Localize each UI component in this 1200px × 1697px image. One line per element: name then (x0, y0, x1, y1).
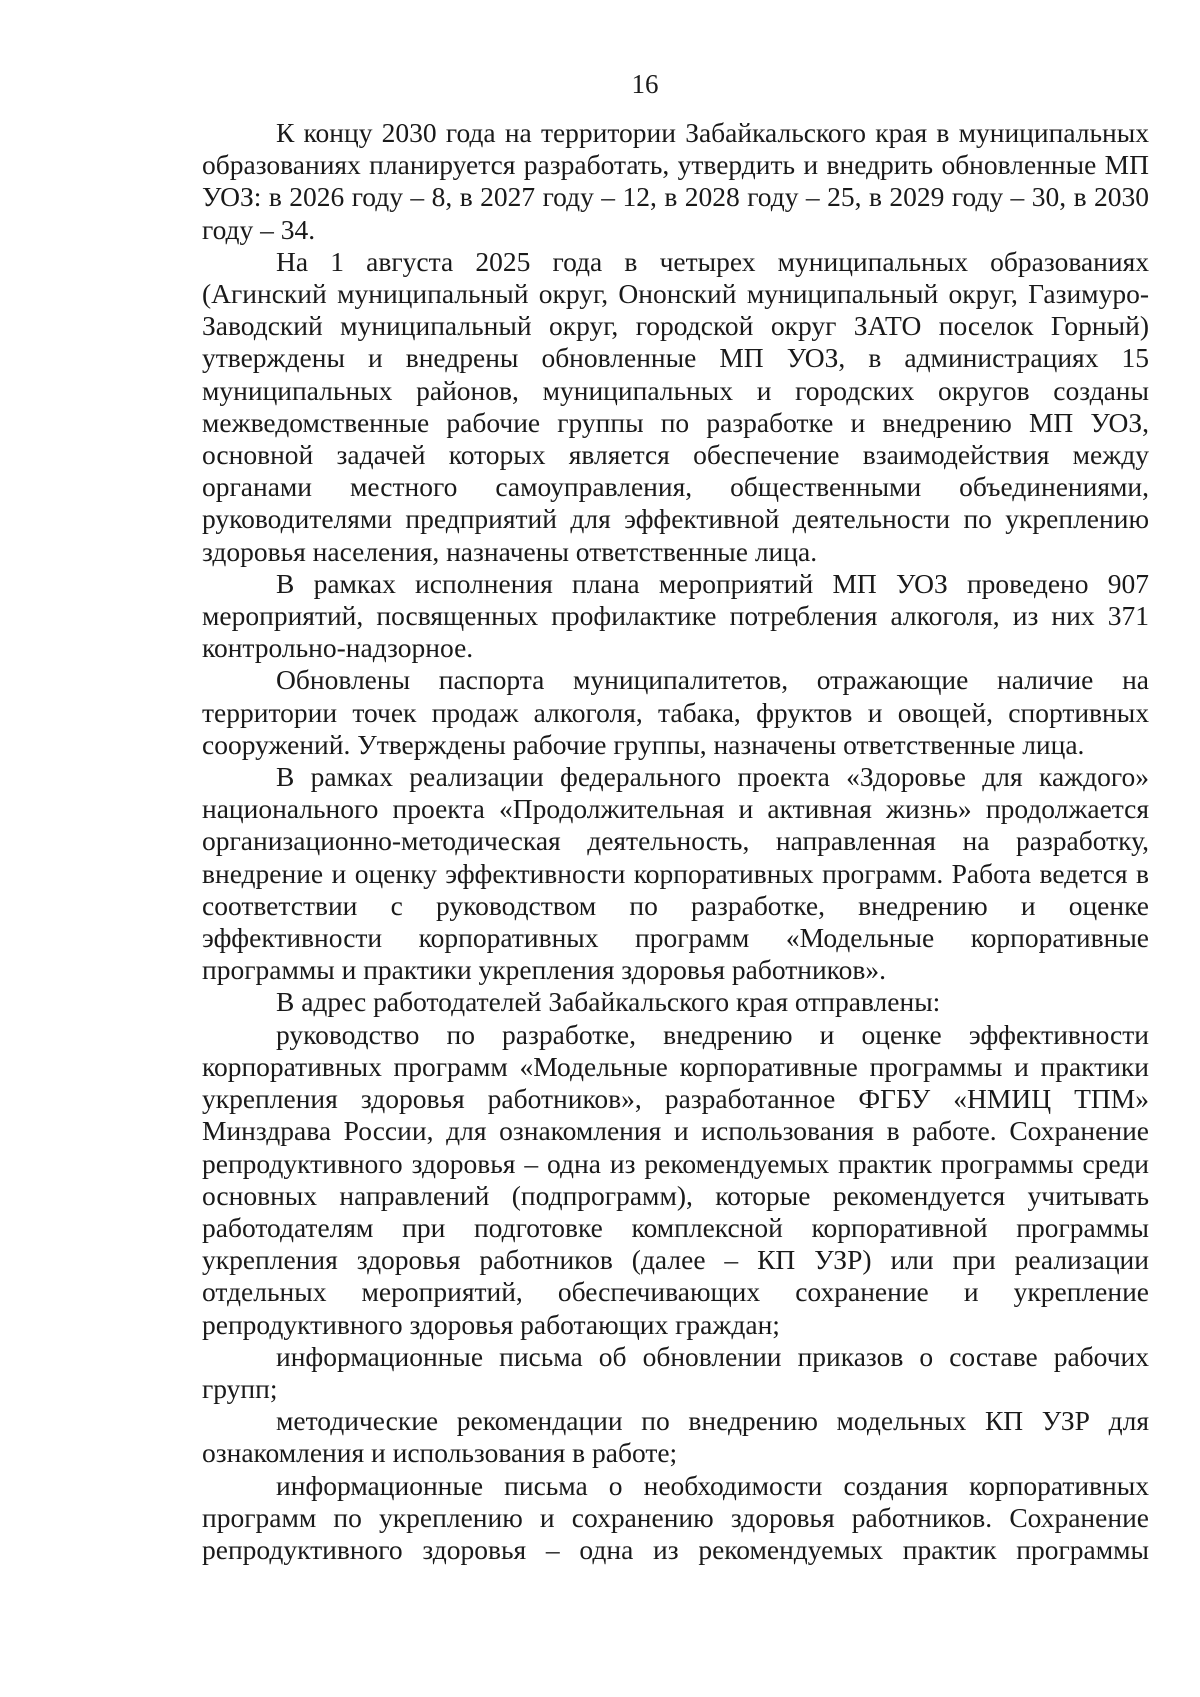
paragraph-federal-project: В рамках реализации федерального проекта «Здоровье для каждого» национального проекта «Продолжительная и активная жизнь» продолжается организационно-методическая деятельность, направленная на разработку, внедрение и оценку эффективности корпоративных программ. Работа ведется в соответствии с руководством по разработке, внедрению и оценке эффективности корпоративных программ «Модельные корпоративные программы и практики укрепления здоровья работников». (202, 761, 1149, 986)
document-body (202, 117, 1149, 1566)
list-item-info-letters-orders: информационные письма об обновлении приказов о составе рабочих групп; (202, 1340, 1149, 1404)
paragraph-august-2025: На 1 августа 2025 года в четырех муниципальных образованиях (Агинский муниципальный округ, Ононский муниципальный округ, Газимуро-Заводский муниципальный округ, городской округ ЗАТО поселок Горный) утверждены и внедрены обновленные МП УОЗ, в администрациях 15 муниципальных районов, муниципальных и городских округов созданы межведомственные рабочие группы по разработке и внедрению МП УОЗ, основной задачей которых является обеспечение взаимодействия между органами местного самоуправления, общественными объединениями, руководителями предприятий для эффективной деятельности по укреплению здоровья населения, назначены ответственные лица. (202, 245, 1149, 567)
page-number: 16 (631, 69, 659, 99)
list-item-method-recommendations: методические рекомендации по внедрению модельных КП УЗР для ознакомления и использования в работе; (202, 1405, 1149, 1469)
paragraph-events: В рамках исполнения плана мероприятий МП УОЗ проведено 907 мероприятий, посвященных профилактике потребления алкоголя, из них 371 контрольно-надзорное. (202, 567, 1149, 664)
paragraph-plan-2030: К концу 2030 года на территории Забайкальского края в муниципальных образованиях планируется разработать, утвердить и внедрить обновленные МП УОЗ: в 2026 году – 8, в 2027 году – 12, в 2028 году – 25, в 2029 году – 30, в 2030 году – 34. (202, 117, 1149, 245)
paragraph-passports: Обновлены паспорта муниципалитетов, отражающие наличие на территории точек продаж алкоголя, табака, фруктов и овощей, спортивных сооружений. Утверждены рабочие группы, назначены ответственные лица. (202, 664, 1149, 760)
list-item-info-letters-programs: информационные письма о необходимости создания корпоративных программ по укреплению и сохранению здоровья работников. Сохранение репродуктивного здоровья – одна из рекомендуемых практик программы (202, 1469, 1149, 1565)
paragraph-sent-to-employers: В адрес работодателей Забайкальского края отправлены: (276, 986, 941, 1018)
list-item-guidance: руководство по разработке, внедрению и оценке эффективности корпоративных программ «Модельные корпоративные программы и практики укрепления здоровья работников», разработанное ФГБУ «НМИЦ ТПМ» Минздрава России, для ознакомления и использования в работе. Сохранение репродуктивного здоровья – одна из рекомендуемых практик программы среди основных направлений (подпрограмм), которые рекомендуется учитывать работодателям при подготовке комплексной корпоративной программы укрепления здоровья работников (далее – КП УЗР) или при реализации отдельных мероприятий, обеспечивающих сохранение и укрепление репродуктивного здоровья работающих граждан; (202, 1018, 1149, 1340)
